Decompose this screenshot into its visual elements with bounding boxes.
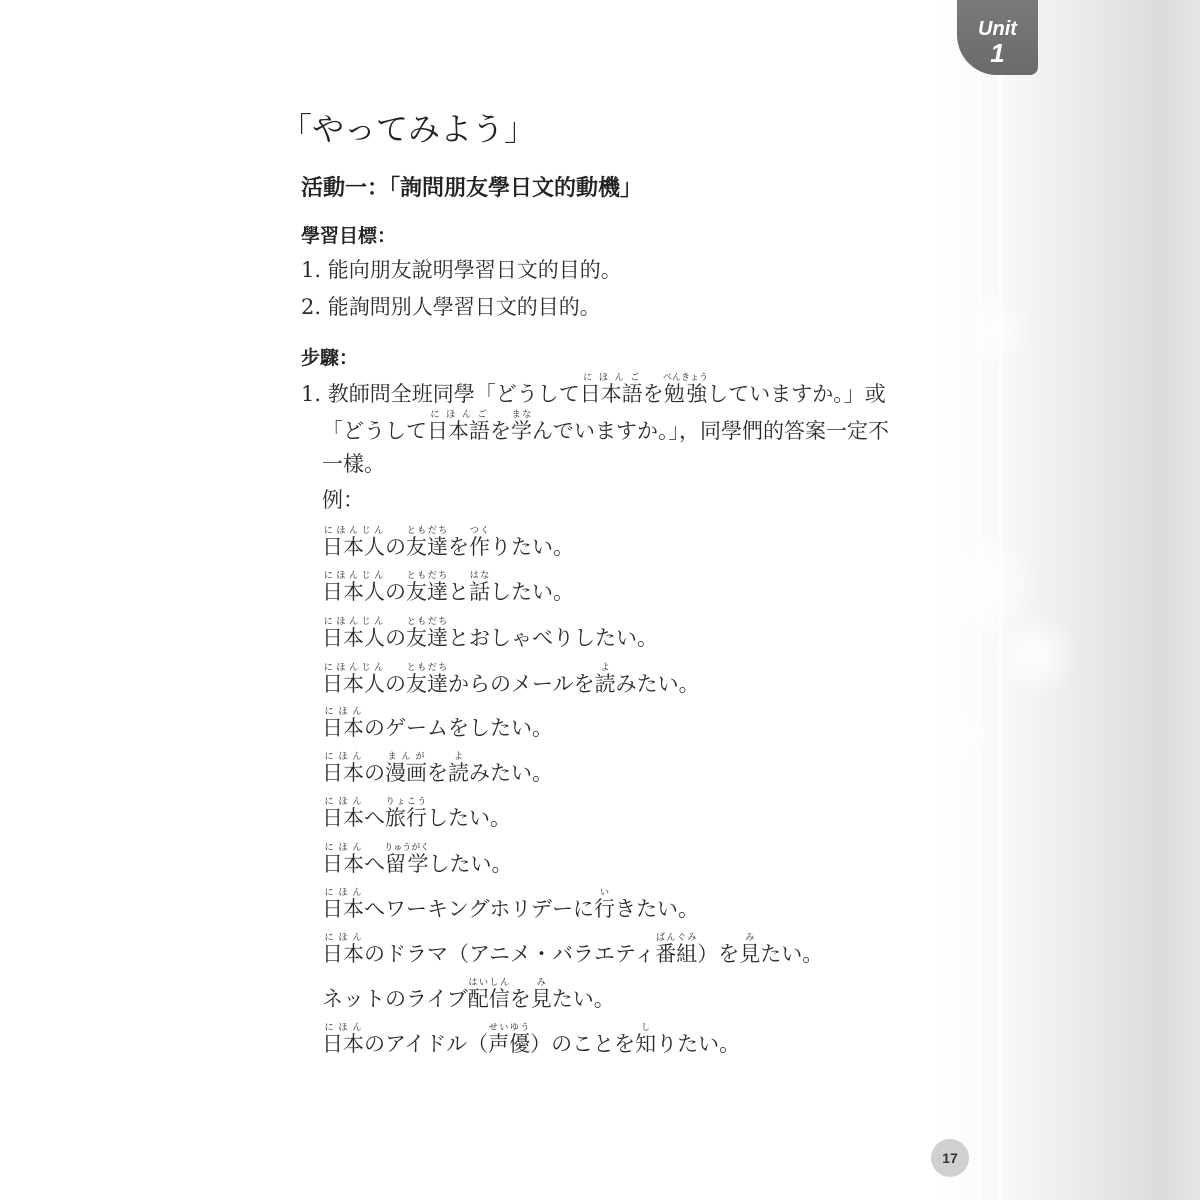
ruby-word: 学まな — [511, 410, 532, 443]
steps-heading: 步驟： — [301, 347, 359, 369]
ruby-word: 友達ともだち — [406, 526, 448, 559]
goal-item: 2. 能詢問別人學習日文的目的。 — [301, 295, 601, 319]
ruby-word: 読よ — [594, 663, 616, 696]
example-sentence: 日本にほんのドラマ（アニメ・バラエティ番組ばんぐみ）を見みたい。 — [322, 933, 824, 966]
example-label: 例： — [322, 488, 364, 512]
furigana: よ — [448, 752, 469, 762]
furigana: い — [593, 888, 615, 898]
ruby-word: 知し — [635, 1023, 657, 1056]
furigana: はいしん — [467, 978, 510, 988]
example-sentence: 日本人にほんじんの友達ともだちを作つくりたい。 — [322, 526, 574, 559]
furigana: にほんじん — [322, 571, 385, 581]
step-line: 1. 教師問全班同學「どうして日本語にほんごを勉強べんきょうしていますか。」或 — [301, 373, 886, 406]
furigana: み — [530, 978, 552, 988]
furigana: ばんぐみ — [655, 933, 698, 943]
page-number: 17 — [931, 1139, 969, 1177]
example-sentence: ネットのライブ配信はいしんを見みたい。 — [322, 978, 615, 1011]
step-line: 一樣。 — [322, 452, 385, 476]
ruby-word: 旅行りょこう — [385, 797, 427, 830]
example-sentence: 日本にほんのアイドル（声優せいゆう）のことを知しりたい。 — [322, 1023, 741, 1056]
furigana: りゅうがく — [384, 843, 430, 853]
furigana: にほん — [322, 888, 364, 898]
ruby-word: 友達ともだち — [406, 571, 448, 604]
ruby-word: 日本語にほんご — [579, 373, 643, 406]
ruby-word: 行い — [593, 888, 615, 921]
unit-tab — [957, 0, 1038, 75]
furigana: にほん — [322, 933, 364, 943]
ruby-word: 漫画まんが — [385, 752, 427, 785]
ruby-word: 日本語にほんご — [427, 410, 490, 443]
furigana: ともだち — [406, 526, 448, 536]
ruby-word: 日本にほん — [322, 1023, 364, 1056]
ruby-word: 留学りゅうがく — [384, 843, 430, 876]
furigana: せいゆう — [488, 1023, 531, 1033]
furigana: にほんじん — [322, 526, 385, 536]
ruby-word: 友達ともだち — [406, 617, 448, 650]
ruby-word: 日本にほん — [322, 707, 364, 740]
ruby-word: 日本人にほんじん — [322, 571, 385, 604]
ruby-word: 日本にほん — [322, 888, 364, 921]
furigana: ともだち — [406, 617, 448, 627]
furigana: まな — [511, 410, 532, 420]
ruby-word: 声優せいゆう — [488, 1023, 531, 1056]
furigana: にほんご — [579, 373, 643, 383]
ruby-word: 日本にほん — [322, 797, 364, 830]
furigana: ともだち — [406, 571, 448, 581]
ruby-word: 番組ばんぐみ — [655, 933, 698, 966]
goals-heading: 學習目標： — [301, 225, 397, 247]
furigana: まんが — [385, 752, 427, 762]
ruby-word: 作つく — [469, 526, 490, 559]
example-sentence: 日本にほんのゲームをしたい。 — [322, 707, 553, 740]
ruby-word: 日本にほん — [322, 752, 364, 785]
furigana: にほん — [322, 707, 364, 717]
example-sentence: 日本にほんの漫画まんがを読よみたい。 — [322, 752, 553, 785]
example-sentence: 日本にほんへ留学りゅうがくしたい。 — [322, 843, 513, 876]
furigana: にほんじん — [322, 617, 385, 627]
ruby-word: 日本にほん — [322, 933, 364, 966]
ruby-word: 勉強べんきょう — [662, 373, 708, 406]
unit-label: Unit — [978, 18, 1017, 40]
section-title: 「やってみよう」 — [280, 110, 537, 148]
furigana: にほんじん — [322, 663, 385, 673]
furigana: にほん — [322, 1023, 364, 1033]
activity-title: 活動一：「詢問朋友學日文的動機」 — [301, 176, 643, 201]
furigana: よ — [594, 663, 616, 673]
step-line: 「どうして日本語にほんごを学まなんでいますか。」，同學們的答案一定不 — [322, 410, 889, 443]
furigana: み — [739, 933, 761, 943]
furigana: にほんご — [427, 410, 490, 420]
ruby-word: 配信はいしん — [467, 978, 510, 1011]
ruby-word: 日本にほん — [322, 843, 364, 876]
example-sentence: 日本人にほんじんの友達ともだちからのメールを読よみたい。 — [322, 663, 700, 696]
unit-number: 1 — [990, 38, 1005, 68]
furigana: はな — [469, 571, 490, 581]
ruby-word: 話はな — [469, 571, 490, 604]
goal-item: 1. 能向朋友說明學習日文的目的。 — [301, 258, 622, 282]
furigana: べんきょう — [662, 373, 708, 383]
furigana: ともだち — [406, 663, 448, 673]
example-sentence: 日本人にほんじんの友達ともだちと話はなしたい。 — [322, 571, 574, 604]
furigana: にほん — [322, 752, 364, 762]
example-sentence: 日本にほんへワーキングホリデーに行いきたい。 — [322, 888, 699, 921]
ruby-word: 日本人にほんじん — [322, 526, 385, 559]
ruby-word: 読よ — [448, 752, 469, 785]
ruby-word: 日本人にほんじん — [322, 663, 385, 696]
ruby-word: 友達ともだち — [406, 663, 448, 696]
furigana: し — [635, 1023, 657, 1033]
furigana: りょこう — [385, 797, 427, 807]
ruby-word: 見み — [739, 933, 761, 966]
ruby-word: 日本人にほんじん — [322, 617, 385, 650]
example-sentence: 日本にほんへ旅行りょこうしたい。 — [322, 797, 511, 830]
furigana: にほん — [322, 797, 364, 807]
ruby-word: 見み — [530, 978, 552, 1011]
decorative-sidebar — [935, 0, 1200, 1200]
furigana: つく — [469, 526, 490, 536]
furigana: にほん — [322, 843, 364, 853]
example-sentence: 日本人にほんじんの友達ともだちとおしゃべりしたい。 — [322, 617, 658, 650]
